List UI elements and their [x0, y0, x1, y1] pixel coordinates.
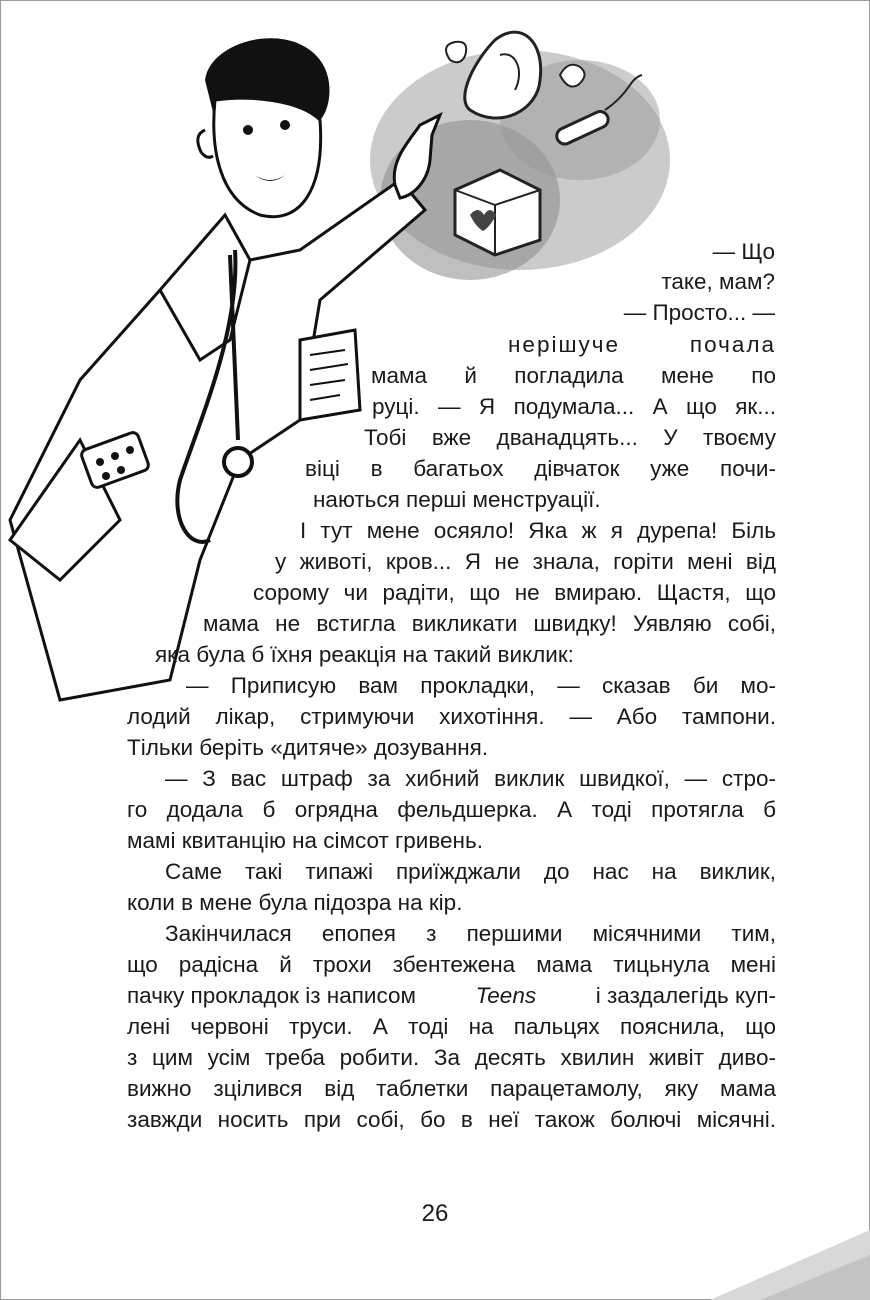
corner-decoration	[700, 1220, 870, 1300]
text-line-7: Тобі вже дванадцять... У твоєму	[364, 425, 776, 450]
text-line-13: мама не встигла викликати швидку! Уявляю собі,	[203, 611, 776, 636]
text-line-10: І тут мене осяяло! Яка ж я дурепа! Біль	[300, 518, 776, 543]
text-line-21: Саме такі типажі приїжджали до нас на виклик,	[165, 859, 776, 884]
text-line-15: — Приписую вам прокладки, — сказав би мо-	[186, 673, 776, 698]
prescription-paper-icon	[300, 330, 360, 420]
text-line-23: Закінчилася епопея з першими місячними тим,	[165, 921, 776, 946]
text-line-25-emphasis: Teens	[475, 983, 537, 1008]
text-line-9: наються перші менструації.	[313, 487, 601, 512]
doctor-head	[198, 38, 330, 216]
text-line-6: руці. — Я подумала... А що як...	[372, 394, 776, 419]
text-line-26: лені червоні труси. А тоді на пальцях пояснила, що	[127, 1014, 776, 1039]
text-line-4: нерішуче почала	[508, 332, 776, 357]
text-line-19: го додала б огрядна фельдшерка. А тоді протягла б	[127, 797, 776, 822]
text-line-28: вижно зцілився від таблетки парацетамолу, яку мама	[127, 1076, 776, 1101]
text-line-20: мамі квитанцію на сімсот гривень.	[127, 828, 483, 853]
text-line-2: таке, мам?	[661, 269, 775, 294]
text-line-11: у животі, кров... Я не знала, горіти мені від	[275, 549, 776, 574]
page-number: 26	[421, 1200, 449, 1227]
text-line-22: коли в мене була підозра на кір.	[127, 890, 463, 915]
text-line-5: мама й погладила мене по	[371, 363, 776, 388]
pad-box-icon	[455, 170, 540, 255]
text-line-3: — Просто... —	[623, 300, 775, 325]
text-line-12: сорому чи радіти, що не вмираю. Щастя, що	[253, 580, 776, 605]
pad-wing-left-icon	[446, 42, 466, 62]
text-line-16: лодий лікар, стримуючи хихотіння. — Або тампони.	[127, 704, 776, 729]
text-line-1: — Що	[712, 239, 775, 264]
text-line-29: завжди носить при собі, бо в неї також болючі місячні.	[127, 1107, 776, 1132]
text-line-18: — З вас штраф за хибний виклик швидкої, — стро-	[165, 766, 776, 791]
text-line-27: з цим усім треба робити. За десять хвилин живіт диво-	[127, 1045, 776, 1070]
text-line-25a: пачку прокладок із написом	[127, 983, 423, 1008]
text-line-25	[127, 982, 776, 1010]
text-line-14: яка була б їхня реакція на такий виклик:	[155, 642, 574, 667]
text-line-24: що радісна й трохи збентежена мама тицьнула мені	[127, 952, 776, 977]
text-line-17: Тільки беріть «дитяче» дозування.	[127, 735, 489, 760]
pad-icon	[465, 32, 541, 118]
text-line-25b: і заздалегідь куп-	[589, 983, 776, 1008]
text-line-8: віці в багатьох дівчаток уже почи-	[305, 456, 776, 481]
